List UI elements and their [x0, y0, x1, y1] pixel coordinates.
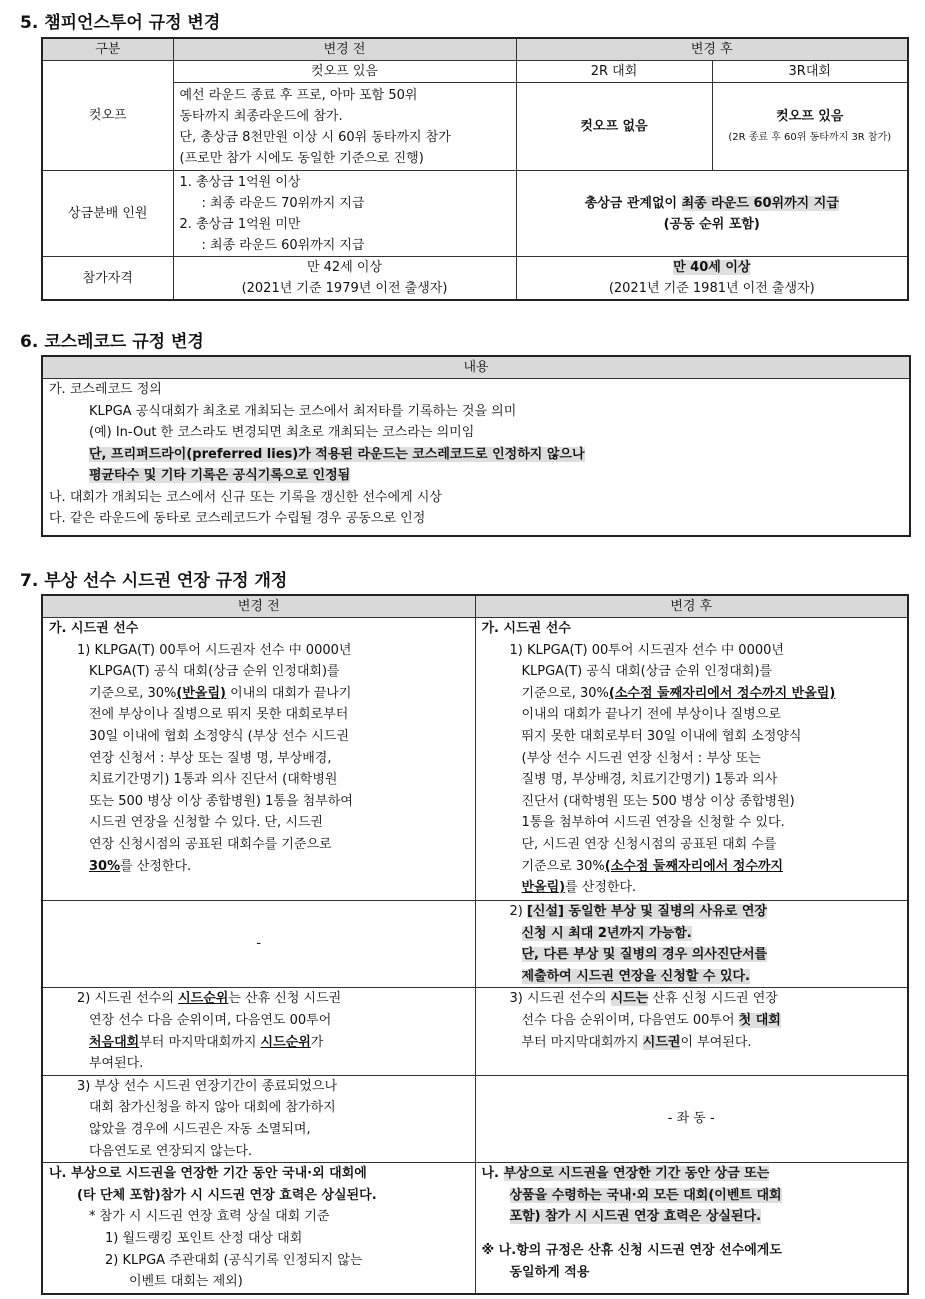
section-6-title: 6. 코스레코드 규정 변경 [20, 332, 204, 352]
eligibility-label: 참가자격 [42, 257, 173, 301]
course-record-table [41, 355, 911, 537]
header-content: 내용 [42, 356, 910, 379]
seed-rule-na-before: 나. 부상으로 시드권을 연장한 기간 동안 국내·외 대회에 (타 단체 포함)참가 시 시드권 연장 효력은 상실된다. * 참가 시 시드권 연장 효력 상실 대회 기준 1) 월드랭킹 포인트 산정 대상 대회 2) KLPGA 주관대회 (공식기록 인정되지 않는 이벤트 대회는 제외) [42, 1163, 475, 1294]
section-7-title: 7. 부상 선수 시드권 연장 규정 개정 [20, 571, 288, 591]
after-2r-head: 2R 대회 [516, 61, 712, 83]
section-5-title: 5. 챔피언스투어 규정 변경 [20, 13, 221, 33]
seed-rule-4-before: 3) 부상 선수 시드권 연장기간이 종료되었으나 대회 참가신청을 하지 않아 대회에 참가하지 않았을 경우에 시드권은 자동 소멸되며, 다음연도로 연장되지 않는다. [42, 1075, 475, 1162]
eligibility-after: 만 40세 이상 (2021년 기준 1981년 이전 출생자) [516, 257, 908, 301]
after-2r-text: 컷오프 없음 [516, 83, 712, 171]
seed-rule-1-before: 가. 시드권 선수 1) KLPGA(T) 00투어 시드권자 선수 中 0000년 KLPGA(T) 공식 대회(상금 순위 인정대회)를 기준으로, 30%(반올림) 이내의 대회가 끝나기 전에 부상이나 질병으로 뛰지 못한 대회로부터 30일 이내에 협회 소정양식 (부상 선수 시드권 연장 신청서 : 부상 또는 질병 명, 부상배경, 치료기간명기) 1통과 의사 진단서 (대학병원 또는 500 병상 이상 종합병원) 1통을 첨부하여 시드권 연장을 신청할 수 있다. 단, 시드권 연장 신청시점의 공표된 대회수를 기준으로 30%를 산정한다. [42, 618, 475, 901]
seed-rule-3-before: 2) 시드권 선수의 시드순위는 산휴 신청 시드권 연장 선수 다음 순위이며, 다음연도 00투어 처음대회부터 마지막대회까지 시드순위가 부여된다. [42, 988, 475, 1075]
prize-before: 1. 총상금 1억원 이상 : 최종 라운드 70위까지 지급 2. 총상금 1억원 미만 : 최종 라운드 60위까지 지급 [173, 171, 516, 257]
before-cutoff-title: 컷오프 있음 [173, 61, 516, 83]
prize-label: 상금분배 인원 [42, 171, 173, 257]
seed-rule-na-after: 나. 부상으로 시드권을 연장한 기간 동안 상금 또는 상품을 수령하는 국내·외 모든 대회(이벤트 대회 포함) 참가 시 시드권 연장 효력은 상실된다. ※ 나.항의 규정은 산휴 신청 시드권 연장 선수에게도 동일하게 적용 [475, 1163, 908, 1294]
header-before: 변경 전 [173, 38, 516, 61]
eligibility-before: 만 42세 이상 (2021년 기준 1979년 이전 출생자) [173, 257, 516, 301]
seed-rule-1-after: 가. 시드권 선수 1) KLPGA(T) 00투어 시드권자 선수 中 0000년 KLPGA(T) 공식 대회(상금 순위 인정대회)를 기준으로, 30%(소수점 둘째자리에서 정수까지 반올림) 이내의 대회가 끝나기 전에 부상이나 질병으로 뛰지 못한 대회로부터 30일 이내에 협회 소정양식 (부상 선수 시드권 연장 신청서 : 부상 또는 질병 명, 부상배경, 치료기간명기) 1통과 의사 진단서 (대학병원 또는 500 병상 이상 종합병원) 1통을 첨부하여 시드권 연장을 신청할 수 있다. 단, 시드권 연장 신청시점의 공표된 대회 수를 기준으로 30%(소수점 둘째자리에서 정수까지 반올림)를 산정한다. [475, 618, 908, 901]
seed-rule-2-after: 2) [신설] 동일한 부상 및 질병의 사유로 연장 신청 시 최대 2년까지 가능함. 단, 다른 부상 및 질병의 경우 의사진단서를 제출하여 시드권 연장을 신청할 수 있다. [475, 901, 908, 988]
before-cutoff-body: 예선 라운드 종료 후 프로, 아마 포함 50위 동타까지 최종라운드에 참가. 단, 총상금 8천만원 이상 시 60위 동타까지 참가 (프로만 참가 시에도 동일한 기준으로 진행) [173, 83, 516, 171]
header-category: 구분 [42, 38, 173, 61]
prize-after: 총상금 관계없이 최종 라운드 60위까지 지급 (공동 순위 포함) [516, 171, 908, 257]
after-3r-head: 3R대회 [712, 61, 908, 83]
seed-extension-table [41, 594, 909, 1295]
after-3r-cell: 컷오프 있음 (2R 종료 후 60위 동타까지 3R 참가) [712, 83, 908, 171]
seed-rule-2-before: - [42, 901, 475, 988]
cutoff-label: 컷오프 [42, 61, 173, 171]
course-record-body: 가. 코스레코드 정의 KLPGA 공식대회가 최초로 개최되는 코스에서 최저타를 기록하는 것을 의미 (예) In-Out 한 코스라도 변경되면 최초로 개최되는 코스라는 의미임 단, 프리퍼드라이(preferred lies)가 적용된 라운드는 코스레코드로 인정하지 않으나 평균타수 및 기타 기록은 공식기록으로 인정됨 나. 대회가 개최되는 코스에서 신규 또는 기록을 갱신한 선수에게 시상 다. 같은 라운드에 동타로 코스레코드가 수립될 경우 공동으로 인정 [42, 379, 910, 536]
seed-rule-3-after: 3) 시드권 선수의 시드는 산휴 신청 시드권 연장 선수 다음 순위이며, 다음연도 00투어 첫 대회 부터 마지막대회까지 시드권이 부여된다. [475, 988, 908, 1075]
header-after: 변경 후 [475, 595, 908, 618]
header-after: 변경 후 [516, 38, 908, 61]
header-before: 변경 전 [42, 595, 475, 618]
seed-rule-4-after: - 좌 동 - [475, 1075, 908, 1162]
champions-tour-table [41, 37, 909, 301]
